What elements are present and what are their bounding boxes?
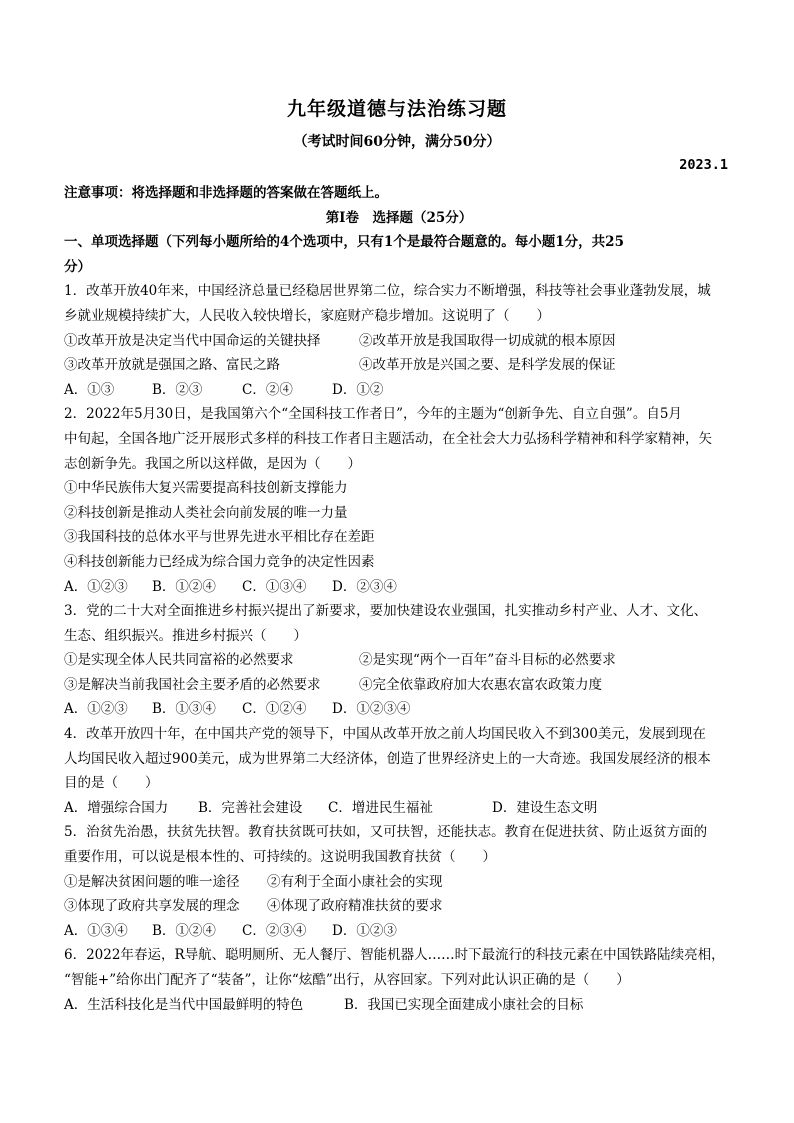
exam-date: 2023.1	[679, 157, 728, 173]
part-heading-line-1: 一、单项选择题（下列每小题所给的4个选项中，只有1个是最符合题意的。每小题1分，共25	[64, 234, 624, 251]
choice-d: D．②③④	[332, 578, 397, 595]
exam-content	[64, 181, 734, 1017]
choice-a: A．①③	[64, 381, 115, 398]
option-1: ①中华民族伟大复兴需要提高科技创新支撑能力	[64, 480, 348, 497]
answer-choices	[64, 378, 734, 403]
choice-c: C．增进民生福祉	[328, 799, 433, 816]
question-stem: 4．改革开放四十年，在中国共产党的领导下，中国从改革开放之前人均国民收入不到300美元，发展到现在	[64, 726, 706, 743]
choice-b: B．①③④	[152, 701, 216, 718]
option-3: ③我国科技的总体水平与世界先进水平相比存在差距	[64, 529, 375, 546]
question-4	[64, 722, 734, 820]
choice-b: B．我国已实现全面建成小康社会的目标	[344, 996, 584, 1013]
choice-a: A．增强综合国力	[64, 799, 169, 816]
question-stem: 乡就业规模持续扩大，人民收入较快增长，家庭财产稳步增加。这说明了（ ）	[64, 307, 550, 324]
question-5	[64, 820, 734, 943]
question-stem: 中旬起，全国各地广泛开展形式多样的科技工作者日主题活动，在全社会大力弘扬科学精神和科学家精神，矢	[64, 430, 712, 447]
question-stem: 志创新争先。我国之所以这样做，是因为（ ）	[64, 455, 361, 472]
choice-b: B．②③	[152, 381, 203, 398]
notice: 注意事项：将选择题和非选择题的答案做在答题纸上。	[64, 185, 388, 201]
choice-c: C．②③④	[242, 922, 307, 939]
option-3: ③是解决当前我国社会主要矛盾的必然要求	[64, 676, 321, 693]
option-2: ②改革开放是我国取得一切成就的根本原因	[359, 332, 616, 349]
question-stem: 人均国民收入超过900美元，成为世界第二大经济体，创造了世界经济史上的一大奇迹。我国发展经济的根本	[64, 750, 711, 767]
choice-a: A．①②③	[64, 701, 128, 718]
option-2: ②是实现“两个一百年”奋斗目标的必然要求	[359, 652, 616, 669]
choice-c: C．①②④	[242, 701, 307, 718]
part-heading-line-2: 分）	[64, 258, 91, 275]
option-row	[64, 870, 734, 895]
choice-c: C．①③④	[242, 578, 307, 595]
question-stem: “智能+”给你出门配齐了“装备”，让你“炫酷”出行，从容回家。下列对此认识正确的是（ ）	[64, 972, 630, 988]
option-row	[64, 894, 734, 919]
question-6	[64, 943, 734, 1017]
question-3	[64, 599, 734, 722]
option-2: ②科技创新是推动人类社会向前发展的唯一力量	[64, 504, 348, 521]
choice-d: D．①②	[332, 381, 384, 398]
option-row	[64, 329, 734, 354]
answer-choices	[64, 993, 734, 1018]
choice-b: B．完善社会建设	[198, 799, 303, 816]
option-1: ①是实现全体人民共同富裕的必然要求	[64, 652, 294, 669]
answer-choices	[64, 697, 734, 722]
question-1	[64, 279, 734, 402]
choice-d: D．①②③	[332, 922, 397, 939]
exam-subtitle: （考试时间60分钟，满分50分）	[293, 134, 501, 150]
option-2: ②有利于全面小康社会的实现	[267, 873, 443, 890]
answer-choices	[64, 919, 734, 944]
choice-a: A．生活科技化是当代中国最鲜明的特色	[64, 996, 304, 1013]
answer-choices	[64, 575, 734, 600]
question-stem: 生态、组织振兴。推进乡村振兴（ ）	[64, 627, 307, 644]
question-stem: 1．改革开放40年来，中国经济总量已经稳居世界第二位，综合实力不断增强，科技等社会事业蓬勃发展，城	[64, 283, 711, 300]
section-heading: 第Ⅰ卷 选择题（25分）	[325, 209, 473, 226]
option-row	[64, 648, 734, 673]
choice-a: A．①③④	[64, 922, 128, 939]
choice-b: B．①②④	[152, 578, 216, 595]
question-stem: 2．2022年5月30日，是我国第六个“全国科技工作者日”，今年的主题为“创新争先、自立自强”。自5月	[64, 406, 682, 423]
option-1: ①是解决贫困问题的唯一途径	[64, 873, 240, 890]
option-4: ④完全依靠政府加大农惠农富农政策力度	[359, 676, 602, 693]
choice-d: D．①②③④	[332, 701, 411, 718]
option-4: ④体现了政府精准扶贫的要求	[267, 898, 443, 915]
option-3: ③改革开放就是强国之路、富民之路	[64, 357, 280, 374]
question-stem: 5．治贫先治愚，扶贫先扶智。教育扶贫既可扶如，又可扶智，还能扶志。教育在促进扶贫、防止返贫方面的	[64, 824, 708, 841]
option-row	[64, 673, 734, 698]
choice-b: B．①②④	[152, 922, 216, 939]
option-3: ③体现了政府共享发展的理念	[64, 898, 240, 915]
question-stem: 3．党的二十大对全面推进乡村振兴提出了新要求，要加快建设农业强国，扎实推动乡村产业、人才、文化、	[64, 603, 708, 620]
option-4: ④改革开放是兴国之要、是科学发展的保证	[359, 357, 616, 374]
choice-d: D．建设生态文明	[492, 799, 598, 816]
question-2	[64, 402, 734, 599]
choice-a: A．①②③	[64, 578, 128, 595]
choice-c: C．②④	[242, 381, 293, 398]
option-row	[64, 353, 734, 378]
option-4: ④科技创新能力已经成为综合国力竞争的决定性因素	[64, 553, 375, 570]
answer-choices	[64, 796, 734, 821]
question-stem: 重要作用，可以说是根本性的、可持续的。这说明我国教育扶贫（ ）	[64, 849, 496, 866]
question-stem: 6．2022年春运，R导航、聪明厕所、无人餐厅、智能机器人……时下最流行的科技元素在中国铁路陆续亮相，	[64, 947, 725, 964]
question-stem: 目的是（ ）	[64, 775, 159, 792]
exam-title: 九年级道德与法治练习题	[286, 98, 507, 120]
option-1: ①改革开放是决定当代中国命运的关键抉择	[64, 332, 321, 349]
